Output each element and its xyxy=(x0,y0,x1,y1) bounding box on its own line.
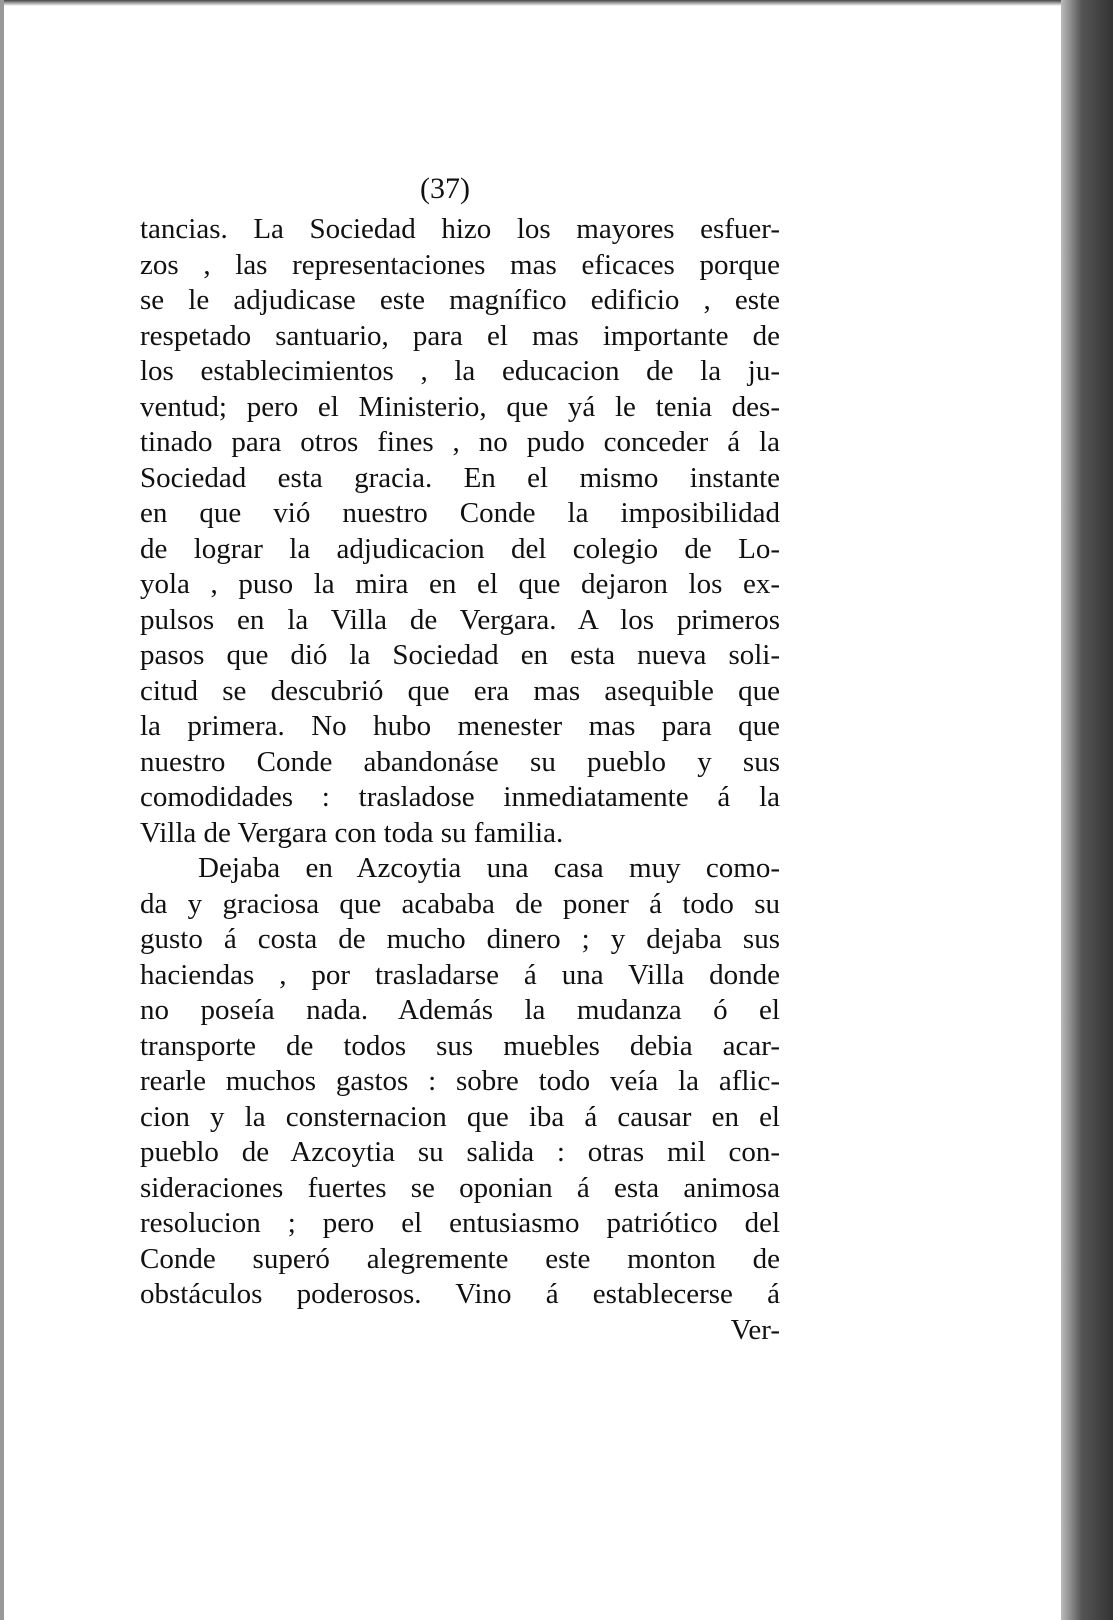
text-line: se le adjudicase este magnífico edificio , este xyxy=(140,284,780,316)
scan-top-edge xyxy=(0,0,1113,6)
scan-right-edge-shadow xyxy=(1061,0,1113,1620)
page-number: (37) xyxy=(420,172,470,205)
text-line: pueblo de Azcoytia su salida : otras mil con- xyxy=(140,1136,780,1168)
text-line: ventud; pero el Ministerio, que yá le tenia des- xyxy=(140,390,780,423)
text-line: de lograr la adjudicacion del colegio de Lo- xyxy=(140,532,780,565)
text-line: citud se descubrió que era mas asequible que xyxy=(140,674,780,707)
text-line: comodidades : trasladose inmediatamente á la xyxy=(140,781,780,813)
text-line: pasos que dió la Sociedad en esta nueva soli- xyxy=(140,639,780,671)
text-line: Villa de Vergara con toda su familia. xyxy=(140,816,564,849)
text-line: respetado santuario, para el mas importante de xyxy=(140,319,780,352)
text-line: en que vió nuestro Conde la imposibilidad xyxy=(140,497,780,529)
text-line: zos , las representaciones mas eficaces porque xyxy=(140,248,780,281)
text-line: sideraciones fuertes se oponian á esta animosa xyxy=(140,1171,780,1204)
scan-left-edge xyxy=(0,0,4,1620)
catchword: Ver- xyxy=(730,1313,780,1346)
text-line: Conde superó alegremente este monton de xyxy=(140,1242,780,1275)
text-line: pulsos en la Villa de Vergara. A los primeros xyxy=(140,603,780,636)
text-line: cion y la consternacion que iba á causar en el xyxy=(140,1100,780,1133)
text-line: tinado para otros fines , no pudo conceder á la xyxy=(140,426,780,458)
text-line: resolucion ; pero el entusiasmo patriótico del xyxy=(140,1207,780,1239)
text-line: da y graciosa que acababa de poner á todo su xyxy=(140,887,780,920)
text-line: Sociedad esta gracia. En el mismo instante xyxy=(140,461,780,494)
text-line: rearle muchos gastos : sobre todo veía la aflic- xyxy=(140,1065,780,1097)
text-line: la primera. No hubo menester mas para que xyxy=(140,710,780,742)
text-line: los establecimientos , la educacion de la ju- xyxy=(140,355,780,387)
text-line: gusto á costa de mucho dinero ; y dejaba sus xyxy=(140,923,780,955)
text-line: transporte de todos sus muebles debia acar- xyxy=(140,1029,780,1062)
text-line: nuestro Conde abandonáse su pueblo y sus xyxy=(140,745,780,778)
body-text xyxy=(140,212,780,1348)
text-line: tancias. La Sociedad hizo los mayores esfuer- xyxy=(140,213,780,245)
text-line: no poseía nada. Además la mudanza ó el xyxy=(140,994,780,1026)
text-line: Dejaba en Azcoytia una casa muy como- xyxy=(198,852,780,884)
text-line: haciendas , por trasladarse á una Villa donde xyxy=(140,958,780,991)
text-line: obstáculos poderosos. Vino á establecerse á xyxy=(140,1278,780,1310)
text-line: yola , puso la mira en el que dejaron los ex- xyxy=(140,568,780,600)
